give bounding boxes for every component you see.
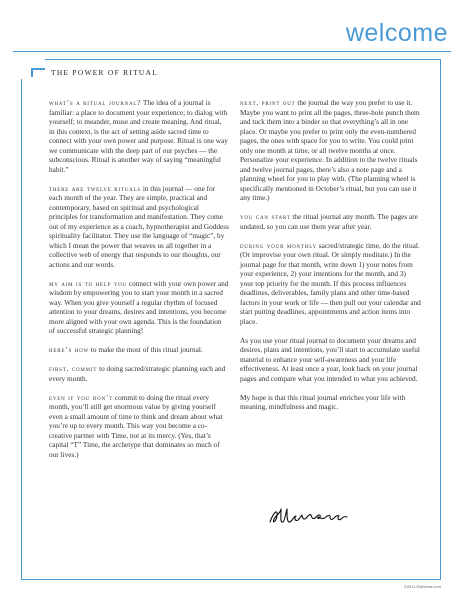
paragraph-text: commit to doing the ritual every month, you’ll still get enormous value by giving yourself even a small amount of time to think and dream about what you’re up to every month. This way you become a co-creative partner with Time, not at its mercy. (Yes, that’s capital “T” Time, the archetype that dominates so much of our lives.): [49, 392, 223, 459]
paragraph-text: to doing sacred/strategic planning each and every month.: [49, 364, 226, 383]
paragraph-text: the ritual journal any month. The pages are undated, so you can use them year after year.: [240, 212, 418, 231]
paragraph: [240, 212, 421, 231]
paragraph-lead: there are twelve rituals: [49, 183, 141, 193]
paragraph: [240, 393, 421, 412]
paragraph-lead: even if you don’t: [49, 392, 113, 402]
paragraph-lead: next, print out: [240, 98, 296, 107]
paragraph: [49, 393, 229, 460]
copyright-footer: ©2011 EllaVeira.com: [403, 584, 441, 589]
paragraph-lead: during your monthly: [240, 240, 317, 250]
signature: [268, 505, 350, 534]
paragraph-text: to make the most of this ritual journal.: [90, 345, 203, 354]
paragraph-lead: you can start: [240, 212, 291, 221]
paragraph-text: My hope is that this ritual journal enriches your life with meaning, mindfulness and magic.: [240, 392, 406, 411]
paragraph: [49, 98, 229, 174]
paragraph: [49, 279, 229, 336]
section-heading: THE POWER OF RITUAL: [51, 68, 159, 77]
signature-icon: [268, 505, 350, 529]
paragraph-lead: my aim is to help you: [49, 278, 128, 288]
paragraph-text: The idea of a journal is familiar: a place to document your experience; to dialog with yourself; to meander, muse and create meaning. And ritual, in this context, is the act of setting aside sacred time to connect with your own power and purpose. Ritual is one way we communicate with the deep part of our psyches — the subconscious. Ritual is another way of saying “meaningful habit.”: [49, 98, 228, 174]
paragraph: [49, 184, 229, 270]
paragraph-lead: here’s how: [49, 345, 90, 354]
paragraph: [49, 345, 229, 355]
title-divider: [13, 51, 451, 52]
paragraph-text: the journal the way you prefer to use it. Maybe you want to print all the pages, three-hole punch them and tuck them into a binder so that everything’s all in one place. Or maybe you prefer to print only the even-numbered pages, the ones with space for you to write. You could print only one month at time, or all twelve months at once. Personalize your experience. In addition to the twelve rituals and twelve journal pages, there’s also a note page and a planning wheel for you to play with. (The planning wheel is specifically mentioned in October’s ritual, but you can use it any time.): [240, 98, 420, 202]
paragraph: [240, 241, 421, 327]
page-title: welcome: [345, 19, 448, 47]
corner-bracket-icon: [31, 68, 45, 77]
paragraph-text: sacred/strategic time, do the ritual. (Or improvise your own ritual. Or simply meditate.) In the journal page for that month, write down 1) your notes from your experience, 2) your intentions for the month, and 3) your top priority for the month. If this process influences deadlines, deliverables, family plans and other time-based factors in your work or life — then pull out your calendar and start putting deadlines, appointments and action items into place.: [240, 240, 421, 326]
paragraph: [240, 336, 421, 384]
paragraph-text: in this journal — one for each month of the year. They are simple, practical and contemporary, based on spiritual and psychological principles for transformation and manifestation. They come out of my experience as a coach, hypnotherapist and Goddess spirituality facilitator. They use the language of “magic”, by which I mean the power that weaves us all together in a collective web of energy that responds to our thoughts, our actions and our words.: [49, 183, 229, 269]
left-column: [49, 98, 229, 469]
paragraph-text: As you use your ritual journal to document your dreams and desires, plans and intentions, you’ll start to accumulate useful material to enhance your self-awareness and your life effectiveness. At least once a year, look back on your journal pages and compare what you intended to what you achieved.: [240, 335, 420, 383]
paragraph-lead: first, commit: [49, 364, 98, 373]
paragraph-lead: what’s a ritual journal?: [49, 98, 142, 107]
paragraph-text: connect with your own power and wisdom by empowering you to start your month in a sacred way. When you give yourself a regular rhythm of focused attention to your dreams, desires and intentions, you become more aligned with your own agenda. This is the foundation of successful strategic planning!: [49, 278, 229, 335]
paragraph: [49, 364, 229, 383]
right-column: [240, 98, 421, 421]
paragraph: [240, 98, 421, 203]
